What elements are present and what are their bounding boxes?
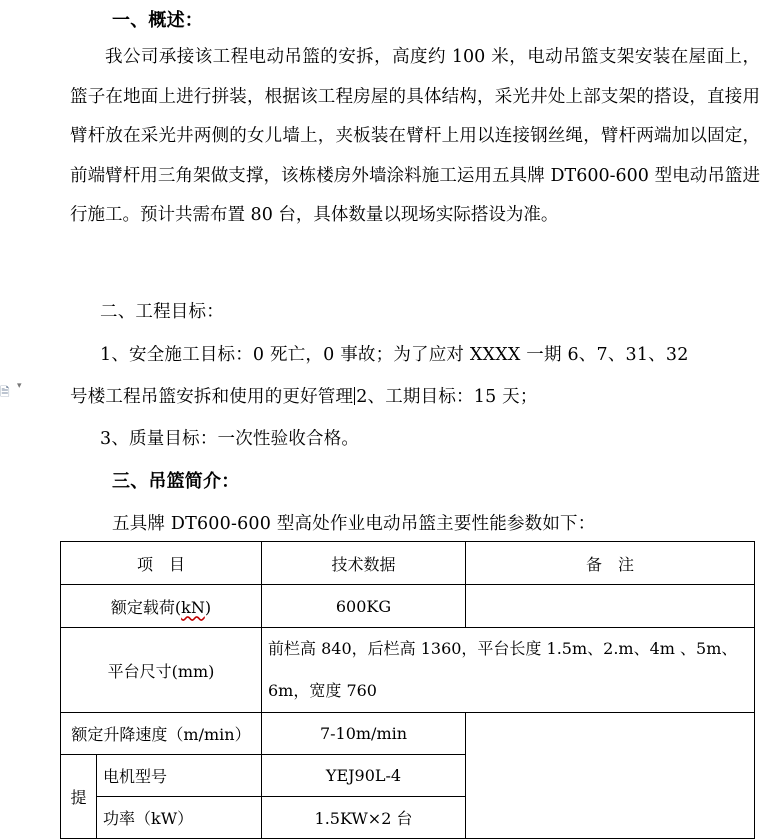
row-label-motor-model: 电机型号 [97,755,262,797]
table-header-tech-data: 技术数据 [262,542,466,585]
table-header-item: 项 目 [61,542,262,585]
row-group-hoist: 提 [61,755,97,839]
row-note-speed [466,713,755,839]
row-value-power: 1.5KW×2 台 [262,797,466,839]
goal1-line2-text: 号楼工程吊篮安拆和使用的更好管理 [70,387,354,407]
table-row [61,628,755,713]
unit-spellcheck: kN [181,597,205,617]
paragraph-mark-icon[interactable]: 🗎 [0,385,10,399]
row-label-power: 功率（kW） [97,797,262,839]
row-value-platform-size: 前栏高 840，后栏高 1360，平台长度 1.5m、2.m、4m 、5m、 6m，宽度 760 [262,628,755,713]
goal3: 3、质量目标：一次性验收合格。 [100,429,360,449]
row-label-platform-size: 平台尺寸(mm) [61,628,262,713]
goal2-text: 2、工期目标：15 天； [356,387,538,407]
parameters-table [60,541,755,839]
chevron-down-icon[interactable]: ▾ [17,381,22,391]
row-value-speed: 7-10m/min [262,713,466,755]
table-row [61,585,755,628]
row-label-rated-load: 额定载荷(kN) [61,585,262,628]
row-value-motor-model: YEJ90L-4 [262,755,466,797]
table-row [61,713,755,755]
table-header-row [61,542,755,585]
row-value-rated-load: 600KG [262,585,466,628]
table-header-note: 备 注 [466,542,755,585]
section2-heading: 二、工程目标： [100,302,224,322]
section1-heading: 一、概述： [112,10,203,31]
goal1-line1: 1、安全施工目标：0 死亡，0 事故；为了应对 XXXX 一期 6、7、31、32 [100,345,689,365]
row-note-rated-load [466,585,755,628]
section1-paragraph: 我公司承接该工程电动吊篮的安拆，高度约 100 米，电动吊篮支架安装在屋面上，篮子在地面上进行拼装，根据该工程房屋的具体结构，采光井处上部支架的搭设，直接用臂杆放在采光井两侧的女儿墙上，夹板装在臂杆上用以连接钢丝绳，臂杆两端加以固定，前端臂杆用三角架做支撑，该栋楼房外墙涂料施工运用五具牌 DT600-600 型电动吊篮进行施工。预计共需布置 80 台，具体数量以现场实际搭设为准。 [70,47,760,225]
section3-heading: 三、吊篮简介： [112,471,240,492]
section3-intro: 五具牌 DT600-600 型高处作业电动吊篮主要性能参数如下： [112,514,596,534]
row-label-speed: 额定升降速度（m/min） [61,713,262,755]
goal-line2 [70,383,538,408]
